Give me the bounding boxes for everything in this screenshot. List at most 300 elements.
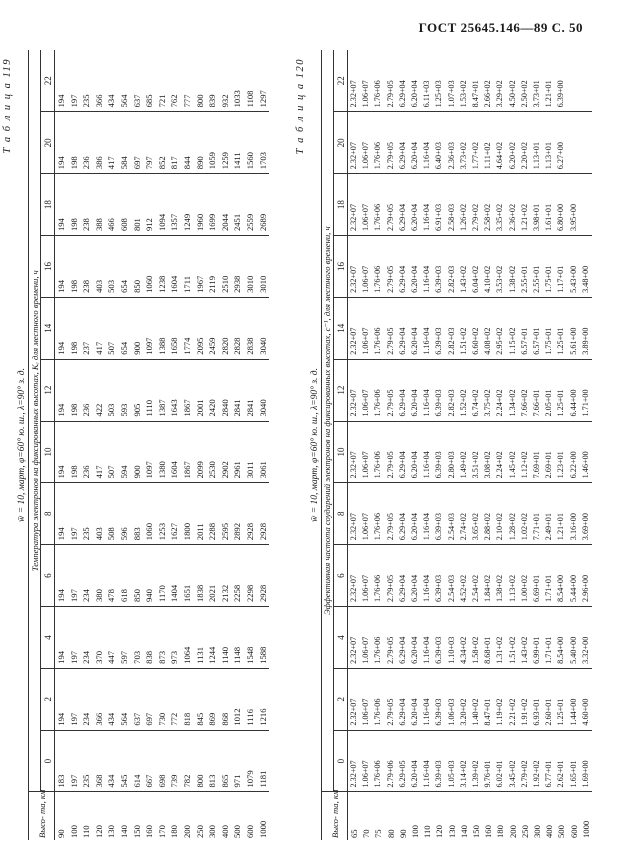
value-cell: 2.32+07 [348, 174, 361, 236]
value-cell: 2.66+02 [482, 50, 494, 112]
value-cell: 1110 [143, 359, 156, 421]
value-cell: 234 [80, 607, 93, 669]
value-cell: 478 [105, 545, 118, 607]
value-cell: 6.20+04 [409, 730, 421, 792]
value-cell: 905 [131, 359, 144, 421]
value-cell: 1108 [244, 50, 257, 112]
value-cell: 1.75+01 [543, 297, 555, 359]
value-cell: 2.55+01 [531, 236, 543, 298]
table-119-label: Т а б л и ц а 119 [2, 58, 13, 154]
table-row [421, 50, 433, 840]
value-cell: 1.11+02 [482, 112, 494, 174]
value-cell: 6.20+04 [409, 112, 421, 174]
value-cell: 1.76+06 [372, 174, 384, 236]
value-cell: 1244 [206, 607, 219, 669]
value-cell: 1.44+00 [568, 668, 580, 730]
value-cell: 8.47+01 [470, 50, 482, 112]
value-cell: 1.92+02 [531, 730, 543, 792]
value-cell: 6.29+04 [397, 297, 409, 359]
value-cell: 2.82+03 [446, 297, 458, 359]
value-cell: 1.06+07 [360, 421, 372, 483]
value-cell: 3.73+02 [458, 112, 470, 174]
value-cell: 1380 [156, 421, 169, 483]
value-cell: 1387 [156, 359, 169, 421]
time-header: 6 [334, 545, 348, 607]
value-cell: 3.45+02 [507, 730, 519, 792]
value-cell: 2.32+07 [348, 297, 361, 359]
table-row [433, 50, 445, 840]
value-cell: 1012 [231, 668, 244, 730]
value-cell: 3.48+00 [580, 236, 592, 298]
value-cell: 4.52+02 [458, 545, 470, 607]
value-cell: 1079 [244, 730, 257, 792]
time-header: 18 [41, 174, 55, 236]
value-cell: 4.10+02 [482, 236, 494, 298]
time-header: 10 [334, 421, 348, 483]
value-cell: 1.16+04 [421, 112, 433, 174]
table-row [206, 50, 219, 840]
height-cell: 200 [507, 825, 518, 838]
value-cell: 800 [194, 50, 207, 112]
value-cell: 2.79+05 [385, 483, 397, 545]
table-row [348, 50, 361, 840]
value-cell: 197 [68, 483, 81, 545]
value-cell: 235 [80, 730, 93, 792]
height-cell: 150 [131, 825, 142, 838]
value-cell: 503 [105, 359, 118, 421]
value-cell: 1.06+07 [360, 359, 372, 421]
value-cell: 197 [68, 545, 81, 607]
value-cell: 654 [118, 236, 131, 298]
value-cell: 194 [55, 545, 68, 607]
value-cell: 2.79+06 [385, 730, 397, 792]
value-cell: 667 [143, 730, 156, 792]
value-cell: 584 [118, 112, 131, 174]
value-cell: 1.16+04 [421, 297, 433, 359]
value-cell: 434 [105, 50, 118, 112]
value-cell: 6.20+04 [409, 607, 421, 669]
value-cell: 618 [118, 545, 131, 607]
value-cell: 1.17+01 [555, 236, 567, 298]
value-cell: 6.29+04 [397, 174, 409, 236]
value-cell: 194 [55, 421, 68, 483]
value-cell: 6.20+04 [409, 174, 421, 236]
value-cell: 1800 [181, 483, 194, 545]
value-cell: 2.32+07 [348, 668, 361, 730]
height-cell: 400 [544, 825, 555, 838]
value-cell: 366 [93, 50, 106, 112]
value-cell: 6.20+04 [409, 483, 421, 545]
value-cell: 817 [168, 112, 181, 174]
value-cell: 1.16+04 [421, 668, 433, 730]
time-header: 10 [41, 421, 55, 483]
value-cell: 1.06+07 [360, 112, 372, 174]
value-cell: 2.32+07 [348, 483, 361, 545]
value-cell: 1774 [181, 297, 194, 359]
value-cell: 3.14+02 [458, 730, 470, 792]
value-cell: 6.77+01 [543, 730, 555, 792]
value-cell: 2.79+05 [385, 421, 397, 483]
value-cell: 238 [80, 236, 93, 298]
value-cell: 6.20+04 [409, 545, 421, 607]
height-cell: 200 [181, 825, 192, 838]
value-cell: 1.53+02 [458, 50, 470, 112]
value-cell: 1.45+02 [507, 421, 519, 483]
value-cell: 1131 [194, 607, 207, 669]
value-cell: 2095 [194, 297, 207, 359]
value-cell: 1.76+06 [372, 545, 384, 607]
table-row [244, 50, 257, 840]
height-cell: 110 [81, 825, 92, 838]
value-cell: 1097 [143, 297, 156, 359]
page-header: ГОСТ 25645.146—89 С. 50 [418, 20, 583, 35]
value-cell: 1.76+06 [372, 297, 384, 359]
value-cell: 198 [68, 421, 81, 483]
value-cell: 2820 [219, 297, 232, 359]
time-header: 20 [334, 112, 348, 174]
value-cell: 1.76+06 [372, 50, 384, 112]
value-cell: 1588 [257, 607, 270, 669]
value-cell: 545 [118, 730, 131, 792]
value-cell: 2.79+05 [385, 297, 397, 359]
value-cell: 197 [68, 730, 81, 792]
value-cell: 2.79+05 [385, 359, 397, 421]
value-cell: 2288 [206, 483, 219, 545]
value-cell: 596 [118, 483, 131, 545]
value-cell: 2.96+00 [580, 545, 592, 607]
value-cell: 2.36+02 [507, 174, 519, 236]
value-cell: 869 [206, 668, 219, 730]
value-cell: 1.06+03 [446, 668, 458, 730]
value-cell: 1.16+04 [421, 607, 433, 669]
value-cell [580, 112, 592, 174]
value-cell: 6.39+03 [433, 545, 445, 607]
value-cell: 6.29+04 [397, 668, 409, 730]
value-cell: 198 [68, 174, 81, 236]
value-cell: 3061 [257, 421, 270, 483]
value-cell: 1.13+01 [531, 112, 543, 174]
value-cell: 1.38+02 [494, 545, 506, 607]
value-cell: 2928 [257, 545, 270, 607]
value-cell: 434 [105, 730, 118, 792]
value-cell: 1.12+02 [519, 421, 531, 483]
value-cell: 2.79+05 [385, 50, 397, 112]
value-cell: 3.65+02 [470, 483, 482, 545]
value-cell: 850 [131, 545, 144, 607]
table-row [257, 50, 270, 840]
value-cell: 1.71+00 [580, 359, 592, 421]
height-cell: 160 [483, 825, 494, 838]
value-cell: 1.61+01 [543, 174, 555, 236]
time-header: 14 [334, 297, 348, 359]
height-cell: 600 [244, 825, 255, 838]
value-cell: 388 [93, 174, 106, 236]
time-header: 20 [41, 112, 55, 174]
value-cell: 2.60+01 [543, 668, 555, 730]
value-cell: 2841 [244, 359, 257, 421]
value-cell: 2.88+02 [482, 483, 494, 545]
value-cell: 3.35+02 [494, 174, 506, 236]
value-cell: 6.60+02 [470, 297, 482, 359]
value-cell: 772 [168, 668, 181, 730]
value-cell: 194 [55, 668, 68, 730]
value-cell: 1.06+07 [360, 50, 372, 112]
value-cell: 3.51+02 [470, 421, 482, 483]
value-cell: 2044 [219, 174, 232, 236]
value-cell: 2011 [194, 483, 207, 545]
value-cell: 1.76+06 [372, 730, 384, 792]
value-cell: 1.06+07 [360, 483, 372, 545]
value-cell: 873 [156, 607, 169, 669]
value-cell: 868 [219, 668, 232, 730]
time-header: 2 [334, 668, 348, 730]
value-cell: 1.76+06 [372, 483, 384, 545]
value-cell: 1297 [257, 50, 270, 112]
value-cell: 2530 [206, 421, 219, 483]
value-cell: 417 [93, 421, 106, 483]
table-120-label: Т а б л и ц а 120 [295, 58, 306, 155]
value-cell: 5.40+00 [568, 607, 580, 669]
value-cell: 403 [93, 483, 106, 545]
height-cell: 80 [385, 829, 396, 838]
value-cell: 1.06+07 [360, 236, 372, 298]
value-cell: 2.79+02 [470, 174, 482, 236]
value-cell: 2.79+05 [385, 236, 397, 298]
value-cell: 1711 [181, 236, 194, 298]
value-cell: 2.36+03 [446, 112, 458, 174]
value-cell: 1.25+01 [555, 359, 567, 421]
value-cell: 238 [80, 174, 93, 236]
value-cell: 614 [131, 730, 144, 792]
value-cell: 730 [156, 668, 169, 730]
value-cell: 194 [55, 112, 68, 174]
value-cell: 237 [80, 297, 93, 359]
value-cell: 890 [194, 112, 207, 174]
value-cell: 6.04+02 [470, 236, 482, 298]
value-cell: 1867 [181, 359, 194, 421]
value-cell: 608 [118, 174, 131, 236]
value-cell: 1060 [143, 236, 156, 298]
table-119-block [2, 50, 284, 840]
value-cell: 654 [118, 297, 131, 359]
value-cell: 1.23+01 [555, 421, 567, 483]
value-cell: 703 [131, 607, 144, 669]
value-cell: 1.75+01 [543, 236, 555, 298]
value-cell: 1.28+02 [507, 483, 519, 545]
value-cell: 1.06+07 [360, 297, 372, 359]
value-cell: 4.08+02 [482, 297, 494, 359]
height-cell: 70 [361, 829, 372, 838]
time-header: 14 [41, 297, 55, 359]
value-cell: 198 [68, 297, 81, 359]
table-120-condition: w̄ = 10, март, φ=60° ю. ш., λ=90° з. д. [310, 368, 320, 522]
height-cell: 300 [207, 825, 218, 838]
value-cell: 6.20+04 [409, 668, 421, 730]
value-cell: 1967 [194, 236, 207, 298]
table-row [131, 50, 144, 840]
value-cell: 2.32+07 [348, 236, 361, 298]
value-cell: 447 [105, 607, 118, 669]
value-cell: 2258 [231, 545, 244, 607]
value-cell: 6.39+03 [433, 421, 445, 483]
value-cell: 739 [168, 730, 181, 792]
value-cell: 782 [181, 730, 194, 792]
value-cell: 194 [55, 174, 68, 236]
value-cell: 1.76+06 [372, 668, 384, 730]
value-cell: 7.71+01 [531, 483, 543, 545]
value-cell: 2.50+02 [519, 50, 531, 112]
value-cell: 1.26+02 [458, 174, 470, 236]
value-cell: 1651 [181, 545, 194, 607]
height-cell: 90 [397, 829, 408, 838]
value-cell: 2.49+01 [543, 483, 555, 545]
value-cell [568, 50, 580, 112]
value-cell: 1.00+02 [519, 545, 531, 607]
height-cell: 130 [106, 825, 117, 838]
value-cell: 838 [143, 607, 156, 669]
value-cell: 1.16+04 [421, 174, 433, 236]
value-cell: 1604 [168, 421, 181, 483]
value-cell: 1.16+04 [421, 545, 433, 607]
value-cell: 366 [93, 668, 106, 730]
height-cell: 300 [532, 825, 543, 838]
value-cell: 1.16+04 [421, 730, 433, 792]
value-cell: 6.39+03 [433, 236, 445, 298]
value-cell: 940 [143, 545, 156, 607]
value-cell: 2595 [219, 483, 232, 545]
value-cell: 1658 [168, 297, 181, 359]
value-cell: 235 [80, 483, 93, 545]
value-cell: 1.25+01 [555, 297, 567, 359]
value-cell: 3.98+01 [531, 174, 543, 236]
value-cell: 2.32+07 [348, 50, 361, 112]
value-cell: 503 [105, 236, 118, 298]
value-cell: 2.79+05 [385, 174, 397, 236]
height-cell: 250 [519, 825, 530, 838]
value-cell: 1.06+07 [360, 607, 372, 669]
value-cell: 8.47+01 [482, 668, 494, 730]
value-cell: 6.69+01 [531, 545, 543, 607]
value-cell: 1627 [168, 483, 181, 545]
table-row [568, 50, 580, 840]
value-cell: 932 [219, 50, 232, 112]
value-cell: 236 [80, 359, 93, 421]
value-cell: 1.76+06 [372, 112, 384, 174]
value-cell: 865 [219, 730, 232, 792]
value-cell: 2.55+01 [519, 236, 531, 298]
value-cell: 6.91+03 [433, 174, 445, 236]
table-row [543, 50, 555, 840]
value-cell: 2.79+02 [519, 730, 531, 792]
value-cell: 2.69+01 [543, 421, 555, 483]
value-cell: 3.53+02 [494, 236, 506, 298]
value-cell: 2559 [244, 174, 257, 236]
value-cell: 1216 [257, 668, 270, 730]
value-cell: 2.80+03 [446, 421, 458, 483]
table-120-block [295, 50, 597, 840]
value-cell: 434 [105, 668, 118, 730]
value-cell: 6.29+04 [397, 421, 409, 483]
value-cell: 3.08+02 [482, 421, 494, 483]
value-cell: 417 [93, 297, 106, 359]
height-cell: 100 [410, 825, 421, 838]
value-cell: 800 [194, 730, 207, 792]
value-cell: 1.58+02 [470, 607, 482, 669]
value-cell: 883 [131, 483, 144, 545]
value-cell: 3011 [244, 421, 257, 483]
height-cell: 600 [568, 825, 579, 838]
value-cell: 198 [68, 236, 81, 298]
value-cell: 6.20+04 [409, 236, 421, 298]
value-cell: 2928 [257, 483, 270, 545]
value-cell: 597 [118, 607, 131, 669]
value-cell: 2.10+02 [494, 483, 506, 545]
table-row [580, 50, 592, 840]
value-cell: 1.16+04 [421, 359, 433, 421]
value-cell: 6.39+03 [433, 359, 445, 421]
value-cell: 1.05+03 [446, 730, 458, 792]
table-row [360, 50, 372, 840]
value-cell: 1.39+02 [470, 730, 482, 792]
value-cell: 1388 [156, 297, 169, 359]
value-cell: 1.71+01 [543, 607, 555, 669]
value-cell: 1560 [244, 112, 257, 174]
value-cell: 417 [105, 112, 118, 174]
value-cell: 8.54+00 [555, 607, 567, 669]
value-cell: 8.54+00 [555, 545, 567, 607]
value-cell: 2928 [244, 483, 257, 545]
height-cell: 75 [373, 829, 384, 838]
value-cell: 1259 [219, 112, 232, 174]
table-row [68, 50, 81, 840]
value-cell: 1548 [244, 607, 257, 669]
value-cell: 6.20+04 [409, 359, 421, 421]
value-cell: 1.43+02 [519, 607, 531, 669]
table-row [397, 50, 409, 840]
table-row [482, 50, 494, 840]
table-row [555, 50, 567, 840]
height-cell: 120 [93, 825, 104, 838]
value-cell: 2021 [206, 545, 219, 607]
value-cell: 564 [118, 50, 131, 112]
value-cell: 1.15+02 [507, 297, 519, 359]
value-cell: 234 [80, 545, 93, 607]
value-cell: 3.69+00 [580, 483, 592, 545]
time-header: 18 [334, 174, 348, 236]
value-cell: 1116 [244, 668, 257, 730]
value-cell: 6.29+04 [397, 236, 409, 298]
value-cell: 380 [93, 545, 106, 607]
value-cell: 839 [206, 50, 219, 112]
value-cell: 1.16+04 [421, 236, 433, 298]
time-header: 6 [41, 545, 55, 607]
value-cell: 6.29+04 [397, 483, 409, 545]
height-cell: 400 [219, 825, 230, 838]
time-header: 16 [41, 236, 55, 298]
value-cell: 2.74+02 [458, 483, 470, 545]
value-cell: 2.54+03 [446, 483, 458, 545]
time-header: 0 [41, 730, 55, 792]
height-cell: 130 [446, 825, 457, 838]
value-cell: 564 [118, 668, 131, 730]
height-column-header: Высо- та, км [322, 792, 348, 840]
value-cell: 507 [105, 421, 118, 483]
value-cell: 403 [93, 236, 106, 298]
value-cell: 2.79+05 [385, 112, 397, 174]
value-cell: 3.29+02 [494, 50, 506, 112]
table-row [80, 50, 93, 840]
table-row [531, 50, 543, 840]
